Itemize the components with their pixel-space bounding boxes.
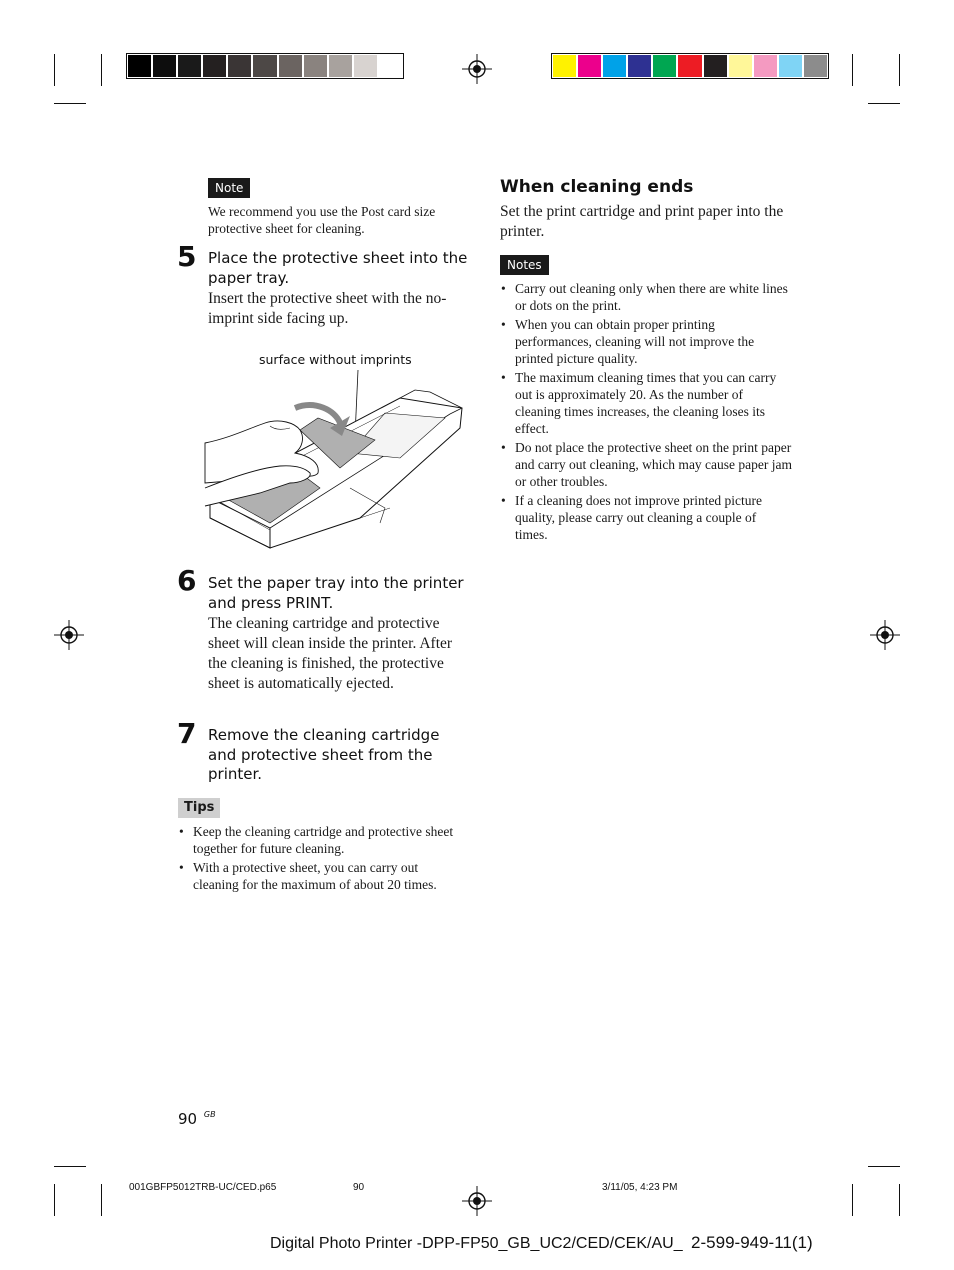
- registration-mark-icon: [462, 1186, 492, 1216]
- step-5-number: 5: [177, 240, 197, 273]
- section-heading: When cleaning ends: [500, 177, 694, 197]
- tips-list: [178, 823, 463, 895]
- footer-date: 3/11/05, 4:23 PM: [602, 1182, 678, 1193]
- footer-product-code: 2-599-949-11(1): [691, 1233, 813, 1252]
- grayscale-swatch: [203, 55, 226, 77]
- section-body: Set the print cartridge and print paper into the printer.: [500, 203, 784, 240]
- footer-product-name: Digital Photo Printer -DPP-FP50_GB_UC2/CED/CEK/AU_: [270, 1235, 683, 1252]
- grayscale-swatch: [279, 55, 302, 77]
- grayscale-swatch: [153, 55, 176, 77]
- list-item: • If a cleaning does not improve printed picture quality, please carry out cleaning a couple of times.: [500, 492, 792, 543]
- color-swatch: [729, 55, 752, 77]
- color-swatch: [553, 55, 576, 77]
- step-6-body: The cleaning cartridge and protective sheet will clean inside the printer. After the cleaning is finished, the protective sheet is automatically ejected.: [208, 615, 453, 692]
- color-swatch: [653, 55, 676, 77]
- color-swatch: [754, 55, 777, 77]
- grayscale-swatch: [128, 55, 151, 77]
- grayscale-calibration-bar: [126, 53, 404, 79]
- note-label: Note: [208, 178, 250, 198]
- registration-mark-icon: [870, 620, 900, 650]
- step-6-title: Set the paper tray into the printer and press PRINT.: [208, 574, 464, 612]
- color-swatch: [628, 55, 651, 77]
- footer-page: 90: [353, 1182, 365, 1193]
- notes-list: [500, 280, 792, 545]
- color-swatch: [704, 55, 727, 77]
- grayscale-swatch: [354, 55, 377, 77]
- note-text: We recommend you use the Post card size protective sheet for cleaning.: [208, 204, 436, 236]
- color-swatch: [779, 55, 802, 77]
- notes-label: Notes: [500, 255, 549, 275]
- list-item: • The maximum cleaning times that you can carry out is approximately 20. As the number of cleaning times increases, the cleaning loses its effect.: [500, 369, 792, 437]
- grayscale-swatch: [178, 55, 201, 77]
- color-calibration-bar: [551, 53, 829, 79]
- color-swatch: [603, 55, 626, 77]
- color-swatch: [578, 55, 601, 77]
- grayscale-swatch: [253, 55, 276, 77]
- color-swatch: [804, 55, 827, 77]
- grayscale-swatch: [228, 55, 251, 77]
- step-5-body: Insert the protective sheet with the no-imprint side facing up.: [208, 290, 447, 327]
- grayscale-swatch: [379, 55, 402, 77]
- tips-label: Tips: [178, 798, 220, 818]
- list-item: • With a protective sheet, you can carry out cleaning for the maximum of about 20 times.: [178, 859, 463, 893]
- footer-file-name: 001GBFP5012TRB-UC/CED.p65: [129, 1182, 277, 1193]
- footer-product: [270, 1233, 813, 1253]
- illustration-caption: surface without imprints: [259, 352, 412, 367]
- step-7-number: 7: [177, 717, 197, 750]
- paper-tray-illustration: [200, 368, 470, 553]
- color-swatch: [678, 55, 701, 77]
- step-5-title: Place the protective sheet into the paper tray.: [208, 249, 468, 287]
- registration-mark-icon: [54, 620, 84, 650]
- page-number-value: 90: [178, 1110, 198, 1128]
- list-item: • Carry out cleaning only when there are white lines or dots on the print.: [500, 280, 792, 314]
- step-6-number: 6: [177, 564, 197, 597]
- page-number: [178, 1110, 216, 1128]
- grayscale-swatch: [329, 55, 352, 77]
- grayscale-swatch: [304, 55, 327, 77]
- list-item: • Keep the cleaning cartridge and protective sheet together for future cleaning.: [178, 823, 463, 857]
- step-7-title: Remove the cleaning cartridge and protective sheet from the printer.: [208, 726, 440, 783]
- page-language: GB: [203, 1110, 216, 1119]
- list-item: • When you can obtain proper printing performances, cleaning will not improve the printed picture quality.: [500, 316, 792, 367]
- registration-mark-icon: [462, 54, 492, 84]
- list-item: • Do not place the protective sheet on the print paper and carry out cleaning, which may cause paper jam or other troubles.: [500, 439, 792, 490]
